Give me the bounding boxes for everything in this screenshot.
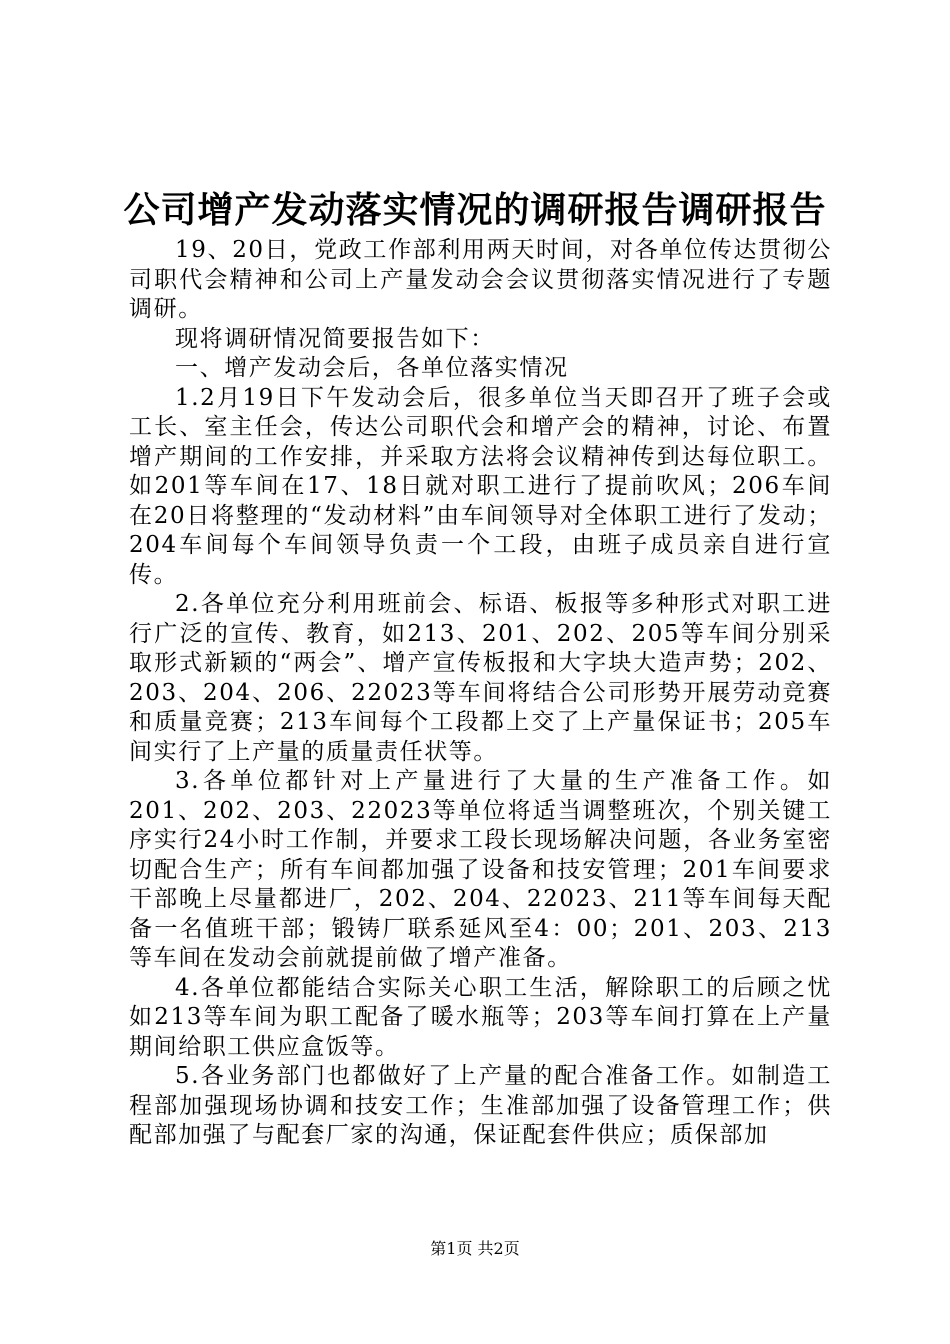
document-body <box>129 236 832 1151</box>
paragraph-item-4: 4.各单位都能结合实际关心职工生活，解除职工的后顾之忧如213等车间为职工配备了暖水瓶等；203等车间打算在上产量期间给职工供应盒饭等。 <box>129 974 832 1060</box>
section-heading-1: 一、增产发动会后，各单位落实情况 <box>175 355 569 381</box>
paragraph-item-1: 1.2月19日下午发动会后，很多单位当天即召开了班子会或工长、室主任会，传达公司职代会和增产会的精神，讨论、布置增产期间的工作安排，并采取方法将会议精神传到达每位职工。如201等车间在17、18日就对职工进行了提前吹风；206车间在20日将整理的“发动材料”由车间领导对全体职工进行了发动；204车间每个车间领导负责一个工段，由班子成员亲自进行宣传。 <box>129 384 832 588</box>
document-title: 公司增产发动落实情况的调研报告调研报告 <box>123 189 827 231</box>
paragraph-item-2: 2.各单位充分利用班前会、标语、板报等多种形式对职工进行广泛的宣传、教育，如213、201、202、205等车间分别采取形式新颖的“两会”、增产宣传板报和大字块大造声势；202、203、204、206、22023等车间将结合公司形势开展劳动竞赛和质量竞赛；213车间每个工段都上交了上产量保证书；205车间实行了上产量的质量责任状等。 <box>129 591 832 765</box>
page-number-footer: 第1页 共2页 <box>430 1239 520 1258</box>
paragraph-item-5: 5.各业务部门也都做好了上产量的配合准备工作。如制造工程部加强现场协调和技安工作；生准部加强了设备管理工作；供配部加强了与配套厂家的沟通，保证配套件供应；质保部加 <box>129 1063 832 1148</box>
paragraph-item-3: 3.各单位都针对上产量进行了大量的生产准备工作。如201、202、203、22023等单位将适当调整班次，个别关键工序实行24小时工作制，并要求工段长现场解决问题，各业务室密切配合生产；所有车间都加强了设备和技安管理；201车间要求干部晚上尽量都进厂，202、204、22023、211等车间每天配备一名值班干部；锻铸厂联系延风至4：00；201、203、213等车间在发动会前就提前做了增产准备。 <box>129 768 832 971</box>
paragraph-report-lead: 现将调研情况简要报告如下： <box>175 325 495 352</box>
paragraph-intro: 19、20日，党政工作部利用两天时间，对各单位传达贯彻公司职代会精神和公司上产量发动会会议贯彻落实情况进行了专题调研。 <box>129 237 832 322</box>
